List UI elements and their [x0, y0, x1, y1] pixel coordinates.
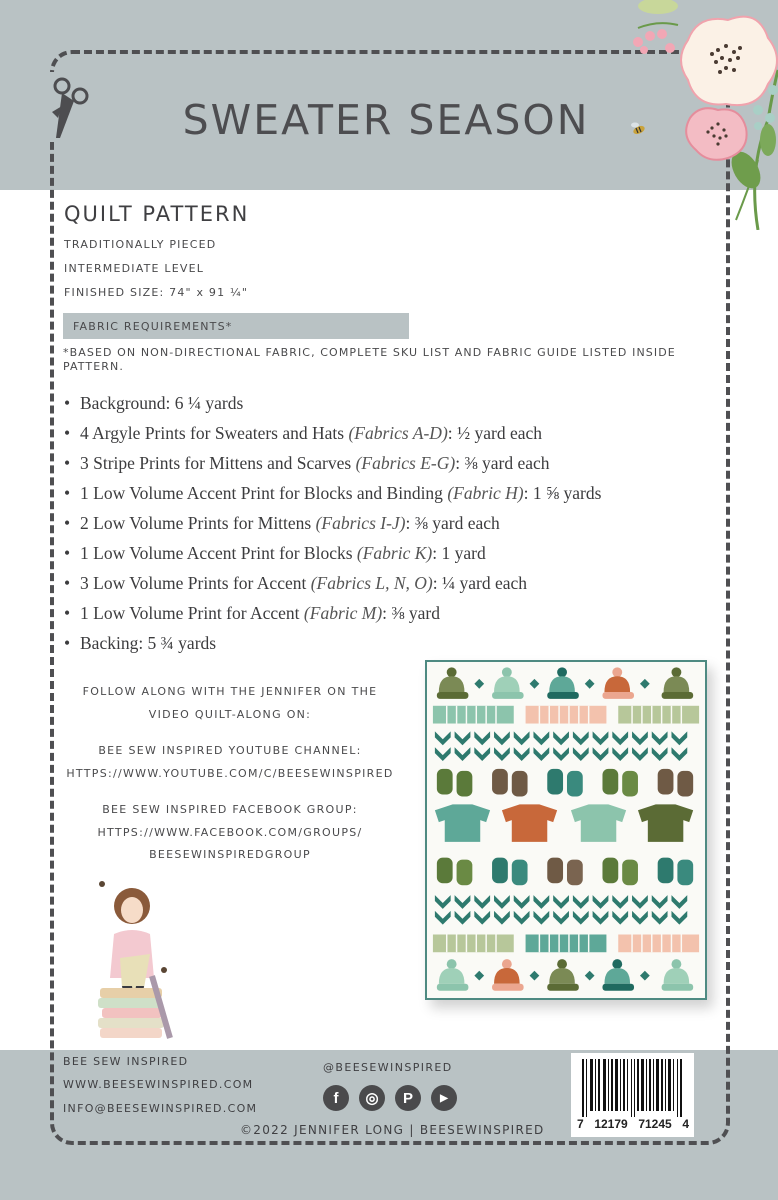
fabric-requirements-label: FABRIC REQUIREMENTS* — [73, 320, 233, 333]
copyright-notice: ©2022 JENNIFER LONG | BEESEWINSPIRED — [240, 1123, 545, 1137]
list-item: • 1 Low Volume Accent Print for Blocks and Binding (Fabric H): 1 ⅝ yards — [64, 483, 602, 503]
fabric-requirements-banner — [63, 313, 409, 339]
pinterest-icon[interactable]: P — [395, 1085, 421, 1111]
footer-website-link[interactable]: WWW.BEESEWINSPIRED.COM — [63, 1078, 254, 1091]
pattern-type-heading: QUILT PATTERN — [64, 202, 250, 226]
list-item: • Backing: 5 ¾ yards — [64, 633, 217, 653]
barcode-digits: 7 12179 71245 4 — [577, 1117, 689, 1131]
finished-size: FINISHED SIZE: 74" x 91 ¼" — [64, 286, 249, 299]
list-item: • 4 Argyle Prints for Sweaters and Hats (Fabrics A-D): ½ yard each — [64, 423, 543, 443]
barcode-bars — [582, 1059, 684, 1117]
skill-level: INTERMEDIATE LEVEL — [64, 262, 205, 275]
list-item: • 1 Low Volume Print for Accent (Fabric M): ⅜ yard — [64, 603, 441, 623]
upc-barcode — [571, 1053, 694, 1137]
social-handle: @BEESEWINSPIRED — [323, 1061, 453, 1074]
facebook-link-line2[interactable]: BEESEWINSPIREDGROUP — [149, 848, 311, 861]
footer-brand: BEE SEW INSPIRED — [63, 1055, 189, 1068]
list-item: • Background: 6 ¼ yards — [64, 393, 244, 413]
follow-intro-line2: VIDEO QUILT-ALONG ON: — [148, 707, 312, 721]
page-title: SWEATER SEASON — [182, 96, 590, 144]
quilt-preview-image — [425, 660, 707, 1000]
follow-along-section — [52, 681, 408, 867]
follow-intro-line1: FOLLOW ALONG WITH THE JENNIFER ON THE — [82, 685, 378, 698]
list-item: • 2 Low Volume Prints for Mittens (Fabrics I-J): ⅜ yard each — [64, 513, 500, 533]
piecing-method: TRADITIONALLY PIECED — [64, 238, 217, 251]
youtube-label: BEE SEW INSPIRED YOUTUBE CHANNEL: — [98, 744, 362, 757]
facebook-link-line1[interactable]: HTTPS://WWW.FACEBOOK.COM/GROUPS/ — [97, 825, 363, 839]
fabric-requirements-note: *BASED ON NON-DIRECTIONAL FABRIC, COMPLETE SKU LIST AND FABRIC GUIDE LISTED INSIDE PATTERN. — [63, 346, 676, 373]
floral-corner-decoration — [608, 0, 778, 230]
facebook-icon[interactable]: f — [323, 1085, 349, 1111]
facebook-label: BEE SEW INSPIRED FACEBOOK GROUP: — [102, 803, 358, 816]
designer-illustration — [92, 878, 182, 1044]
list-item: • 1 Low Volume Accent Print for Blocks (Fabric K): 1 yard — [64, 543, 486, 563]
social-icons — [323, 1085, 457, 1111]
fabric-requirements-list — [64, 390, 601, 660]
youtube-icon[interactable]: ▶ — [431, 1085, 457, 1111]
list-item: • 3 Stripe Prints for Mittens and Scarves (Fabrics E-G): ⅜ yard each — [64, 453, 550, 473]
list-item: • 3 Low Volume Prints for Accent (Fabrics L, N, O): ¼ yard each — [64, 573, 528, 593]
youtube-link[interactable]: HTTPS://WWW.YOUTUBE.COM/C/BEESEWINSPIRED — [66, 766, 394, 780]
instagram-icon[interactable]: ◎ — [359, 1085, 385, 1111]
footer-email-link[interactable]: INFO@BEESEWINSPIRED.COM — [63, 1102, 258, 1115]
